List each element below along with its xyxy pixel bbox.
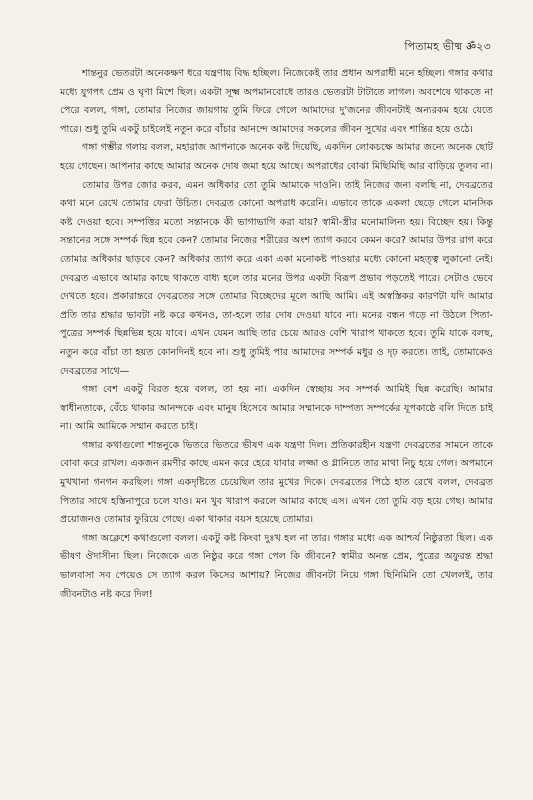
paragraph: গঙ্গা বেশ একটু বিরত হয়ে বলল, তা হয় না। একদিন স্বেচ্ছায় সব সম্পর্ক আমিই ছিন্ন করেছি। আমার স্বাধীনতাকে, বেঁচে থাকার আনন্দকে এবং মানুষ হিসেবে আমার সম্মানকে দাম্পত্য সম্পর্কের যূপকাষ্ঠে বলি দিতে চাই না। আমি আমিকে সম্মান করতে চাই।: [60, 384, 493, 433]
paragraph: গঙ্গা অক্লেশে কথাগুলো বলল। একটু কষ্ট কিংবা দুঃখ হল না তার। গঙ্গার মধ্যে এক আশ্চর্য নিষ্ঠুরতা ছিল। এক ভীষণ ঔদাসীন্য ছিল। নিজেকে এত নিষ্ঠুর করে গঙ্গা পেল কি জীবনে? স্বামীর অনন্ত প্রেম, পুত্রের অফুরন্ত শ্রদ্ধা ভালবাসা সব পেয়েও সে ত্যাগ করল কিসের আশায়? নিজের জীবনটা নিয়ে গঙ্গা ছিনিমিনি তো খেললই, তার জীবনটাও নষ্ট করে দিল!: [60, 532, 493, 600]
running-head: পিতামহ ভীষ্ম ॐ২৩: [404, 40, 491, 53]
paragraph: গঙ্গা গম্ভীর গলায় বলল, মহারাজ আপনাকে অনেক কষ্ট দিয়েছি, একদিন লোকচক্ষে আমার জন্যে অনেক ছোট হয়ে গেছেন। আপনার কাছে আমার অনেক দোষ জমা হয়ে আছে। অপরাধের বোঝা মিছিমিছি আর বাড়িয়ে তুলব না।: [60, 142, 493, 172]
body-text: [60, 65, 493, 604]
paragraph: তোমার উপর জোর করব, এমন অধিকার তো তুমি আমাকে দাওনি। তাই নিজের জন্য বলছি না, দেবব্রতের কথা মনে রেখে তোমার ফেরা উচিত। দেবব্রত কোনো অপরাধ করেনি। এভাবে তাকে একলা ছেড়ে গেলে মানসিক কষ্ট দেওয়া হবে। সম্পত্তির মতো সন্তানকে কী ভাগাভাগি করা যায়? স্বামী-স্ত্রীর মনোমালিন্য হয়। বিচ্ছেদ হয়। কিন্তু সন্তানের সঙ্গে সম্পর্ক ছিন্ন হবে কেন? তোমার নিজের শরীরের অংশ ত্যাগ করবে কেমন করে? আমার উপর রাগ করে তোমার অধিকার ছাড়বে কেন? অধিকার ত্যাগ করে একা একা মনোকষ্ট পাওয়ার মধ্যে কোনো মহত্ত্ব লুকানো নেই। দেবব্রত এভাবে আমার কাছে থাকতে বাধ্য হলে তার মনের উপর একটা বিরূপ প্রভাব পড়তেই পারে। সেটাও ভেবে দেখতে হবে। প্রকারান্তরে দেবব্রতের সঙ্গে তোমার বিচ্ছেদের মূলে আছি আমি। এই অস্বস্তিকর কারণটা যদি আমার প্রতি তার শ্রদ্ধার ভাবটা নষ্ট করে কখনও, তা-হলে তার দোষ দেওয়া যাবে না। মনের বন্ধন গড়ে না উঠলে পিতা-পুত্রের সম্পর্ক ছিন্নভিন্ন হয়ে যাবে। এখন যেমন আছি তার চেয়ে আরও বেশি খারাপ থাকতে হবে। তুমি যাকে বলছ, নতুন করে বাঁচা তা হয়ত কোনদিনই হবে না। শুধু তুমিই পার আমাদের সম্পর্ক মধুর ও দৃঢ় করতে। তাই, তোমাকেও দেবব্রতের সাথে—: [60, 179, 493, 377]
paragraph: শান্তনুর ভেতরটা অনেকক্ষণ ধরে যন্ত্রণায় বিদ্ধ হচ্ছিল। নিজেকেই তার প্রধান অপরাধী মনে হচ্ছিল। গঙ্গার কথার মধ্যে যুগপৎ প্রেম ও ঘৃণা মিশে ছিল। একটা সূক্ষ্ম অপমানবোধে তারও ভেতরটা টাটাতে লাগল। অবশেষে থাকতে না পেরে বলল, গঙ্গা, তোমার নিজের জায়গায় তুমি ফিরে গেলে আমাদের দু'জনের জীবনটাই অন্যরকম হয়ে যেতে পারে। শুধু তুমি একটু চাইলেই নতুন করে বাঁচার আনন্দে আমাদের সকলের জীবন সুখের এবং শান্তির হয়ে ওঠে।: [60, 68, 493, 135]
paragraph: গঙ্গার কথাগুলো শান্তনুকে ভিতরে ভিতরে ভীষণ এক যন্ত্রণা দিল। প্রতিকারহীন যন্ত্রণা দেবব্রতের সামনে তাকে বোবা করে রাখল। একজন রমণীর কাছে এমন করে হেরে যাবার লজ্জা ও গ্লানিতে তার মাথা নিচু হয়ে গেল। অপমানে মুখখানা গনগন করছিল। গঙ্গা একদৃষ্টিতে চেয়েছিল তার মুখের দিকে। দেবব্রতের পিঠে হাত রেখে বলল, দেবব্রত পিতার সাথে হস্তিনাপুরে চলে যাও। মন খুব খারাপ করলে আমার কাছে এস। এখন তো তুমি বড় হয়ে গেছ। আমার প্রয়োজনও তোমার ফুরিয়ে গেছে। একা থাকার বয়স হয়েছে তোমার।: [60, 439, 493, 526]
